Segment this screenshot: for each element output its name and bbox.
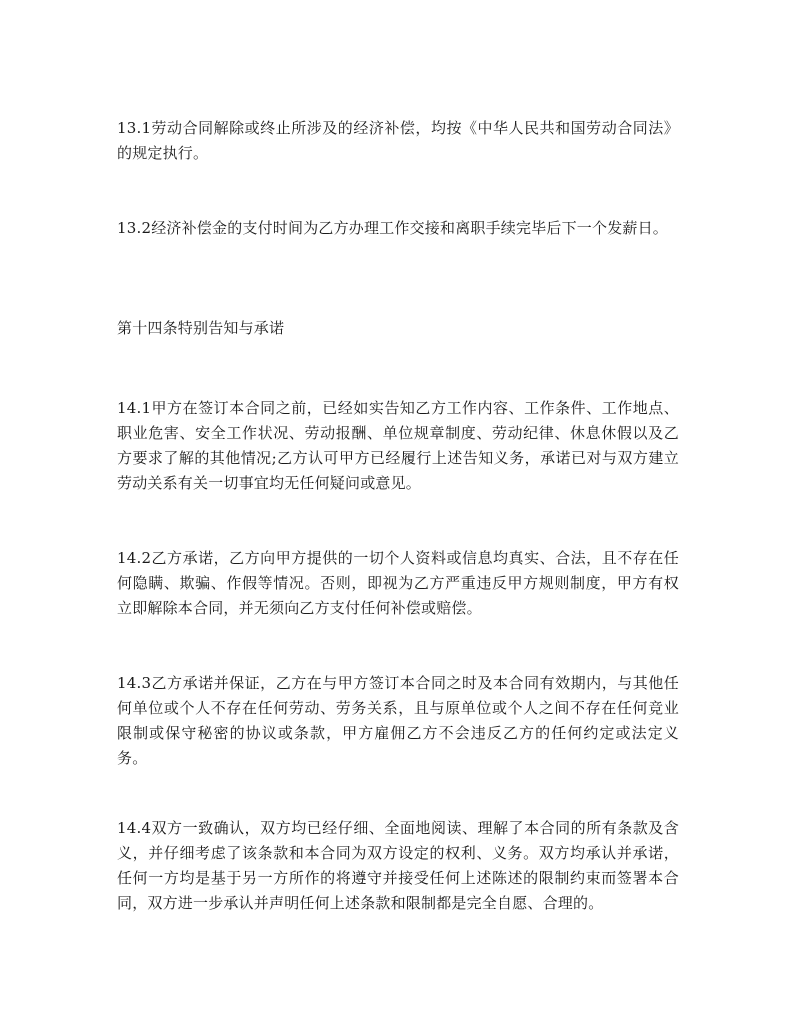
clause-14-4: 14.4双方一致确认，双方均已经仔细、全面地阅读、理解了本合同的所有条款及含义，并仔细考虑了该条款和本合同为双方设定的权利、义务。双方均承认并承诺，任何一方均是基于另一方所作的将遵守并接受任何上述陈述的限制约束而签署本合同，双方进一步承认并声明任何上述条款和限制都是完全自愿、合理的。 <box>117 819 679 912</box>
clause-14-1: 14.1甲方在签订本合同之前，已经如实告知乙方工作内容、工作条件、工作地点、职业危害、安全工作状况、劳动报酬、单位规章制度、劳动纪律、休息休假以及乙方要求了解的其他情况;乙方认可甲方已经履行上述告知义务，承诺已对与双方建立劳动关系有关一切事宜均无任何疑问或意见。 <box>117 399 679 492</box>
clause-13-2: 13.2经济补偿金的支付时间为乙方办理工作交接和离职手续完毕后下一个发薪日。 <box>117 219 669 237</box>
clause-13-1: 13.1劳动合同解除或终止所涉及的经济补偿，均按《中华人民共和国劳动合同法》的规定执行。 <box>117 119 679 162</box>
article-14-heading: 第十四条特别告知与承诺 <box>117 319 285 337</box>
clause-14-3: 14.3乙方承诺并保证，乙方在与甲方签订本合同之时及本合同有效期内，与其他任何单位或个人不存在任何劳动、劳务关系，且与原单位或个人之间不存在任何竞业限制或保守秘密的协议或条款，甲方雇佣乙方不会违反乙方的任何约定或法定义务。 <box>117 674 679 767</box>
clause-14-2: 14.2乙方承诺，乙方向甲方提供的一切个人资料或信息均真实、合法，且不存在任何隐瞒、欺骗、作假等情况。否则，即视为乙方严重违反甲方规则制度，甲方有权立即解除本合同，并无须向乙方支付任何补偿或赔偿。 <box>117 549 679 617</box>
